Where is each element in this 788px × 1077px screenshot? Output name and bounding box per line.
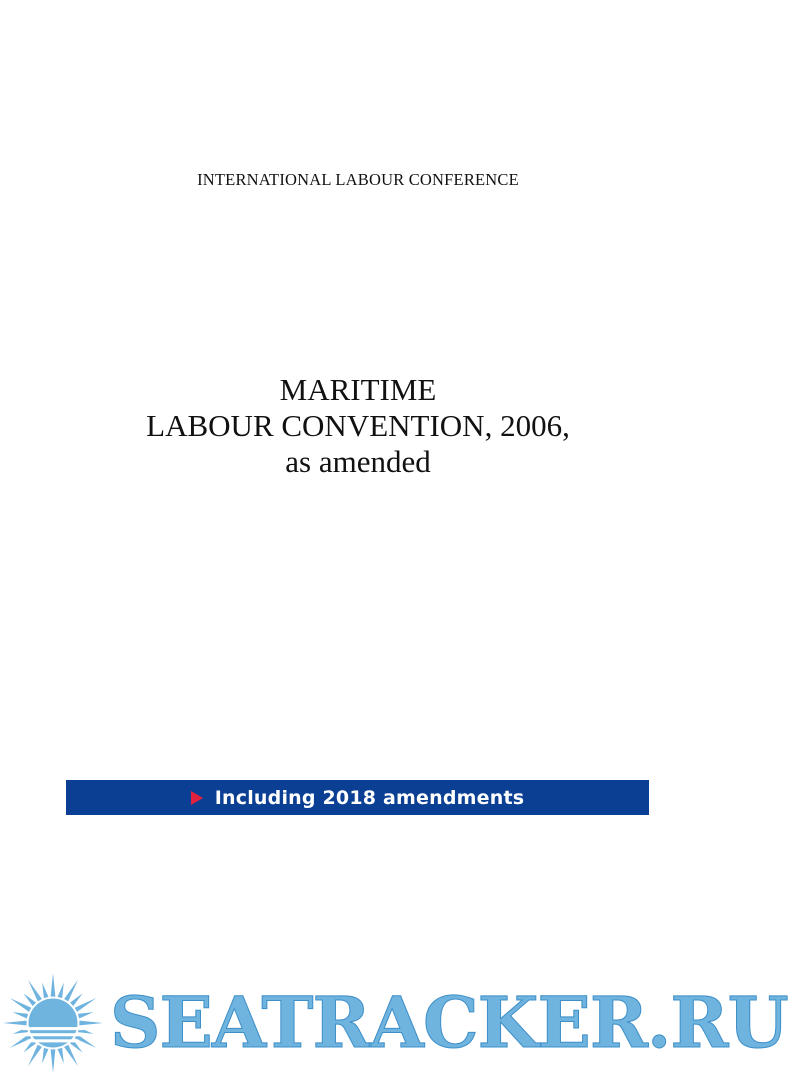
watermark-text: SEATRACKER.RU bbox=[110, 981, 788, 1064]
banner-text: Including 2018 amendments bbox=[214, 786, 525, 809]
conference-heading: INTERNATIONAL LABOUR CONFERENCE bbox=[197, 170, 519, 189]
amendments-banner bbox=[66, 780, 649, 815]
watermark bbox=[0, 968, 788, 1077]
title-line-2: LABOUR CONVENTION, 2006, bbox=[146, 408, 570, 443]
title-line-3: as amended bbox=[285, 444, 431, 479]
title-line-1: MARITIME bbox=[279, 372, 437, 407]
document-title bbox=[0, 372, 716, 480]
sun-icon bbox=[2, 972, 104, 1074]
triangle-right-icon bbox=[191, 791, 203, 805]
